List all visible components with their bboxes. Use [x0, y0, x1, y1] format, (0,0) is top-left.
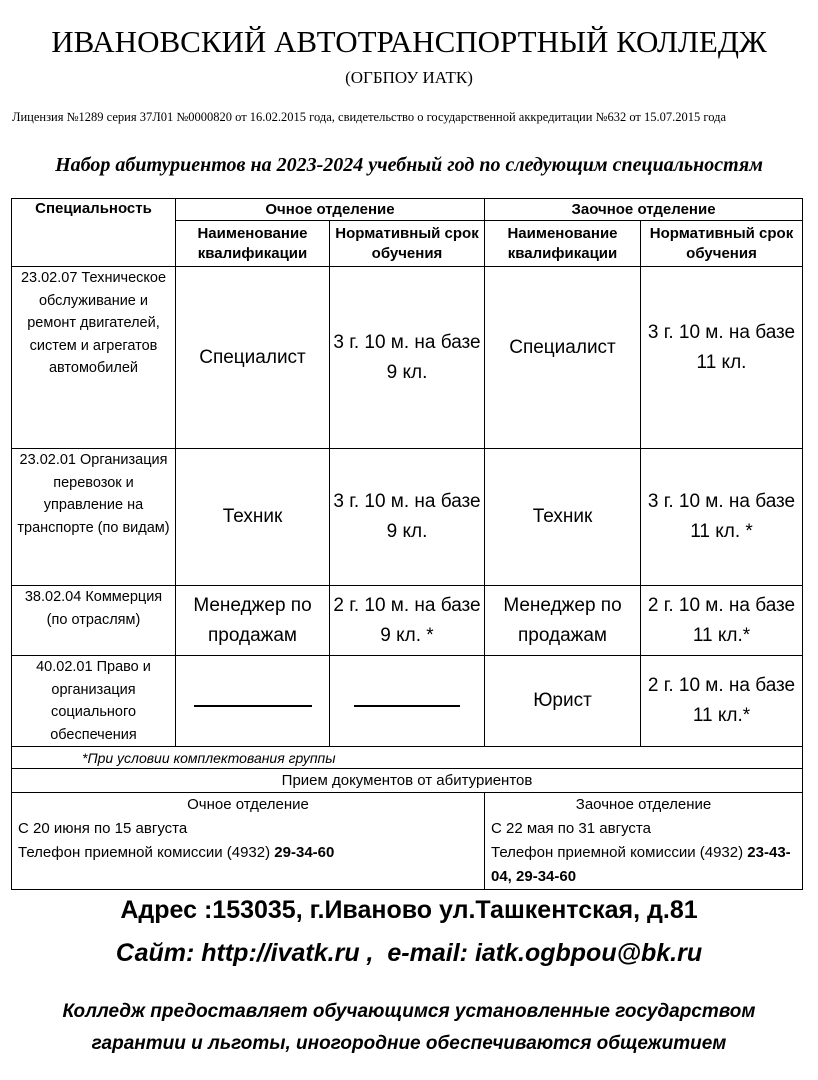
empty-dash: [354, 705, 460, 707]
specialty-cell: 23.02.01 Организация перевозок и управление на транспорте (по видам): [12, 449, 176, 586]
parttime-phone-line: [491, 841, 796, 889]
email-link[interactable]: iatk.ogbpou@bk.ru: [474, 939, 703, 967]
site-link[interactable]: http://ivatk.ru: [201, 939, 360, 967]
table-row: [12, 586, 803, 656]
address: Адрес :153035, г.Иваново ул.Ташкентская, д.81: [120, 896, 698, 924]
documents-row: [12, 769, 803, 793]
parttime-phone: 23-43-04, 29-34-60: [491, 844, 791, 885]
ft-qualification-cell: Менеджер по продажам: [176, 586, 330, 656]
admission-heading: Набор абитуриентов на 2023-2024 учебный год по следующим специальностям: [55, 154, 763, 176]
table-row: [12, 656, 803, 747]
ft-qualification-cell: [176, 656, 330, 747]
table-row: [12, 267, 803, 449]
ft-qualification-cell: Специалист: [176, 267, 330, 449]
pt-duration-header: Нормативный срок обучения: [641, 221, 803, 267]
fulltime-phone: 29-34-60: [274, 844, 335, 861]
ft-qualification-header: Наименование квалификации: [176, 221, 330, 267]
group-note: *При условии комплектования группы: [12, 747, 803, 769]
benefits-line-1: Колледж предоставляет обучающимся установленные государством: [62, 1001, 756, 1022]
documents-details-row: [12, 793, 803, 890]
college-name: ИВАНОВСКИЙ АВТОТРАНСПОРТНЫЙ КОЛЛЕДЖ: [51, 24, 767, 59]
parttime-dept-label: Заочное отделение: [575, 796, 712, 813]
fulltime-header: Очное отделение: [176, 199, 485, 221]
parttime-dates: С 22 мая по 31 августа: [491, 820, 651, 837]
specialty-cell: 38.02.04 Коммерция (по отраслям): [12, 586, 176, 656]
site-label: Сайт:: [115, 939, 195, 967]
parttime-documents: [485, 793, 803, 890]
license-info: Лицензия №1289 серия 37Л01 №0000820 от 16.02.2015 года, свидетельство о государственной аккредитации №632 от 15.07.2015 года: [12, 110, 727, 124]
benefits-note: [0, 996, 818, 1060]
specialties-table: [11, 198, 803, 890]
pt-qualification-cell: Менеджер по продажам: [485, 586, 641, 656]
pt-duration-cell: 2 г. 10 м. на базе 11 кл.*: [641, 656, 803, 747]
pt-duration-cell: 3 г. 10 м. на базе 11 кл. *: [641, 449, 803, 586]
table-row: [12, 449, 803, 586]
empty-dash: [194, 705, 312, 707]
pt-qualification-header: Наименование квалификации: [485, 221, 641, 267]
note-row: [12, 747, 803, 769]
specialty-cell: 40.02.01 Право и организация социального обеспечения: [12, 656, 176, 747]
college-abbreviation: (ОГБПОУ ИАТК): [345, 68, 473, 87]
fulltime-phone-label: Телефон приемной комиссии (4932): [18, 844, 271, 861]
pt-duration-cell: 3 г. 10 м. на базе 11 кл.: [641, 267, 803, 449]
table-header-row: [12, 199, 803, 221]
email-label: e-mail:: [387, 939, 468, 967]
ft-qualification-cell: Техник: [176, 449, 330, 586]
pt-qualification-cell: Техник: [485, 449, 641, 586]
ft-duration-cell: [330, 656, 485, 747]
fulltime-phone-line: [18, 841, 478, 865]
ft-duration-cell: 3 г. 10 м. на базе 9 кл.: [330, 267, 485, 449]
ft-duration-cell: 3 г. 10 м. на базе 9 кл.: [330, 449, 485, 586]
fulltime-dates: С 20 июня по 15 августа: [18, 820, 188, 837]
specialty-header: Специальность: [12, 199, 176, 267]
documents-heading: Прием документов от абитуриентов: [12, 769, 803, 793]
fulltime-documents: [12, 793, 485, 890]
site-line: Сайт: http://ivatk.ru , e-mail: iatk.ogbpou@bk.ru: [115, 939, 703, 967]
pt-qualification-cell: Специалист: [485, 267, 641, 449]
ft-duration-header: Нормативный срок обучения: [330, 221, 485, 267]
parttime-phone-label: Телефон приемной комиссии (4932): [491, 844, 744, 861]
pt-qualification-cell: Юрист: [485, 656, 641, 747]
pt-duration-cell: 2 г. 10 м. на базе 11 кл.*: [641, 586, 803, 656]
fulltime-dept-label: Очное отделение: [187, 796, 309, 813]
ft-duration-cell: 2 г. 10 м. на базе 9 кл. *: [330, 586, 485, 656]
parttime-header: Заочное отделение: [485, 199, 803, 221]
specialty-cell: 23.02.07 Техническое обслуживание и ремонт двигателей, систем и агрегатов автомобилей: [12, 267, 176, 449]
benefits-line-2: гарантии и льготы, иногородние обеспечиваются общежитием: [91, 1033, 727, 1054]
